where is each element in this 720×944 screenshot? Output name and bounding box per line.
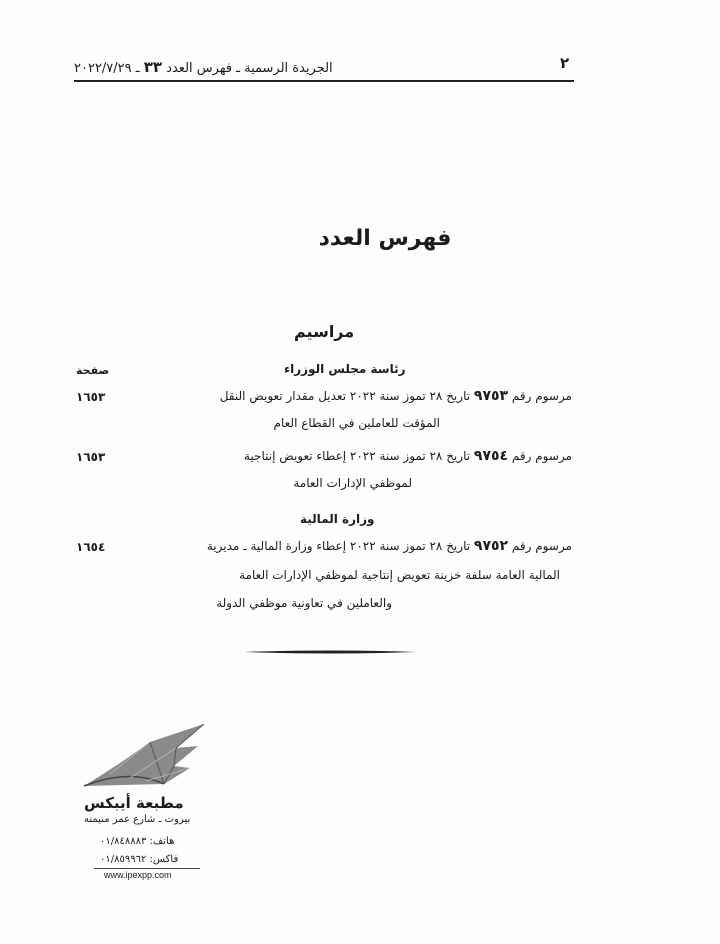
header-rule [74,80,574,82]
entry-line-3: والعاملين في تعاونية موظفي الدولة [216,596,392,610]
printer-address: بيروت ـ شارع عمر منيمنه [84,814,191,825]
entry-line-2: لموظفي الإدارات العامة [293,476,412,490]
group-heading-presidency: رئاسة مجلس الوزراء [284,362,406,376]
issue-date: ٢٠٢٢/٧/٢٩ [74,61,132,76]
printer-logo [80,724,210,798]
page-column-label: صفحة [76,364,110,377]
page-number: ٢ [560,54,570,72]
decree-number: ٩٧٥٢ [473,538,509,554]
printer-website: www.ipexpp.com [104,870,172,880]
entry-page: ١٦٥٣ [76,390,106,404]
section-title: مراسيم [294,322,355,341]
entry-page: ١٦٥٤ [76,540,106,554]
decree-number: ٩٧٥٣ [473,388,509,404]
entry-page: ١٦٥٣ [76,450,106,464]
issue-number: ٣٣ [143,58,163,76]
printer-phone: هاتف: ٠١/٨٤٨٨٨٣ [100,836,175,847]
entry-line-1: مرسوم رقم ٩٧٥٢ تاريخ ٢٨ تموز سنة ٢٠٢٢ إعطاء وزارة المالية ـ مديرية [206,538,572,554]
group-heading-finance: وزارة المالية [300,512,375,526]
end-separator [244,650,416,654]
running-header: الجريدة الرسمية ـ فهرس العدد ٣٣ ـ ٢٠٢٢/٧/٢٩ [74,58,333,76]
main-title: فهرس العدد [318,226,452,251]
entry-line-2: المؤقت للعاملين في القطاع العام [273,416,440,430]
footer-rule [94,868,200,869]
entry-line-2: المالية العامة سلفة خزينة تعويض إنتاجية لموظفي الإدارات العامة [239,568,560,582]
decree-number: ٩٧٥٤ [473,448,509,464]
header-title: الجريدة الرسمية ـ فهرس العدد [166,61,333,76]
entry-line-1: مرسوم رقم ٩٧٥٣ تاريخ ٢٨ تموز سنة ٢٠٢٢ تعديل مقدار تعويض النقل [219,388,572,404]
entry-line-1: مرسوم رقم ٩٧٥٤ تاريخ ٢٨ تموز سنة ٢٠٢٢ إعطاء تعويض إنتاجية [244,448,572,464]
printer-name: مطبعة أيبكس [84,794,184,812]
printer-fax: فاكس: ٠١/٨٥٩٩٦٢ [100,854,179,865]
